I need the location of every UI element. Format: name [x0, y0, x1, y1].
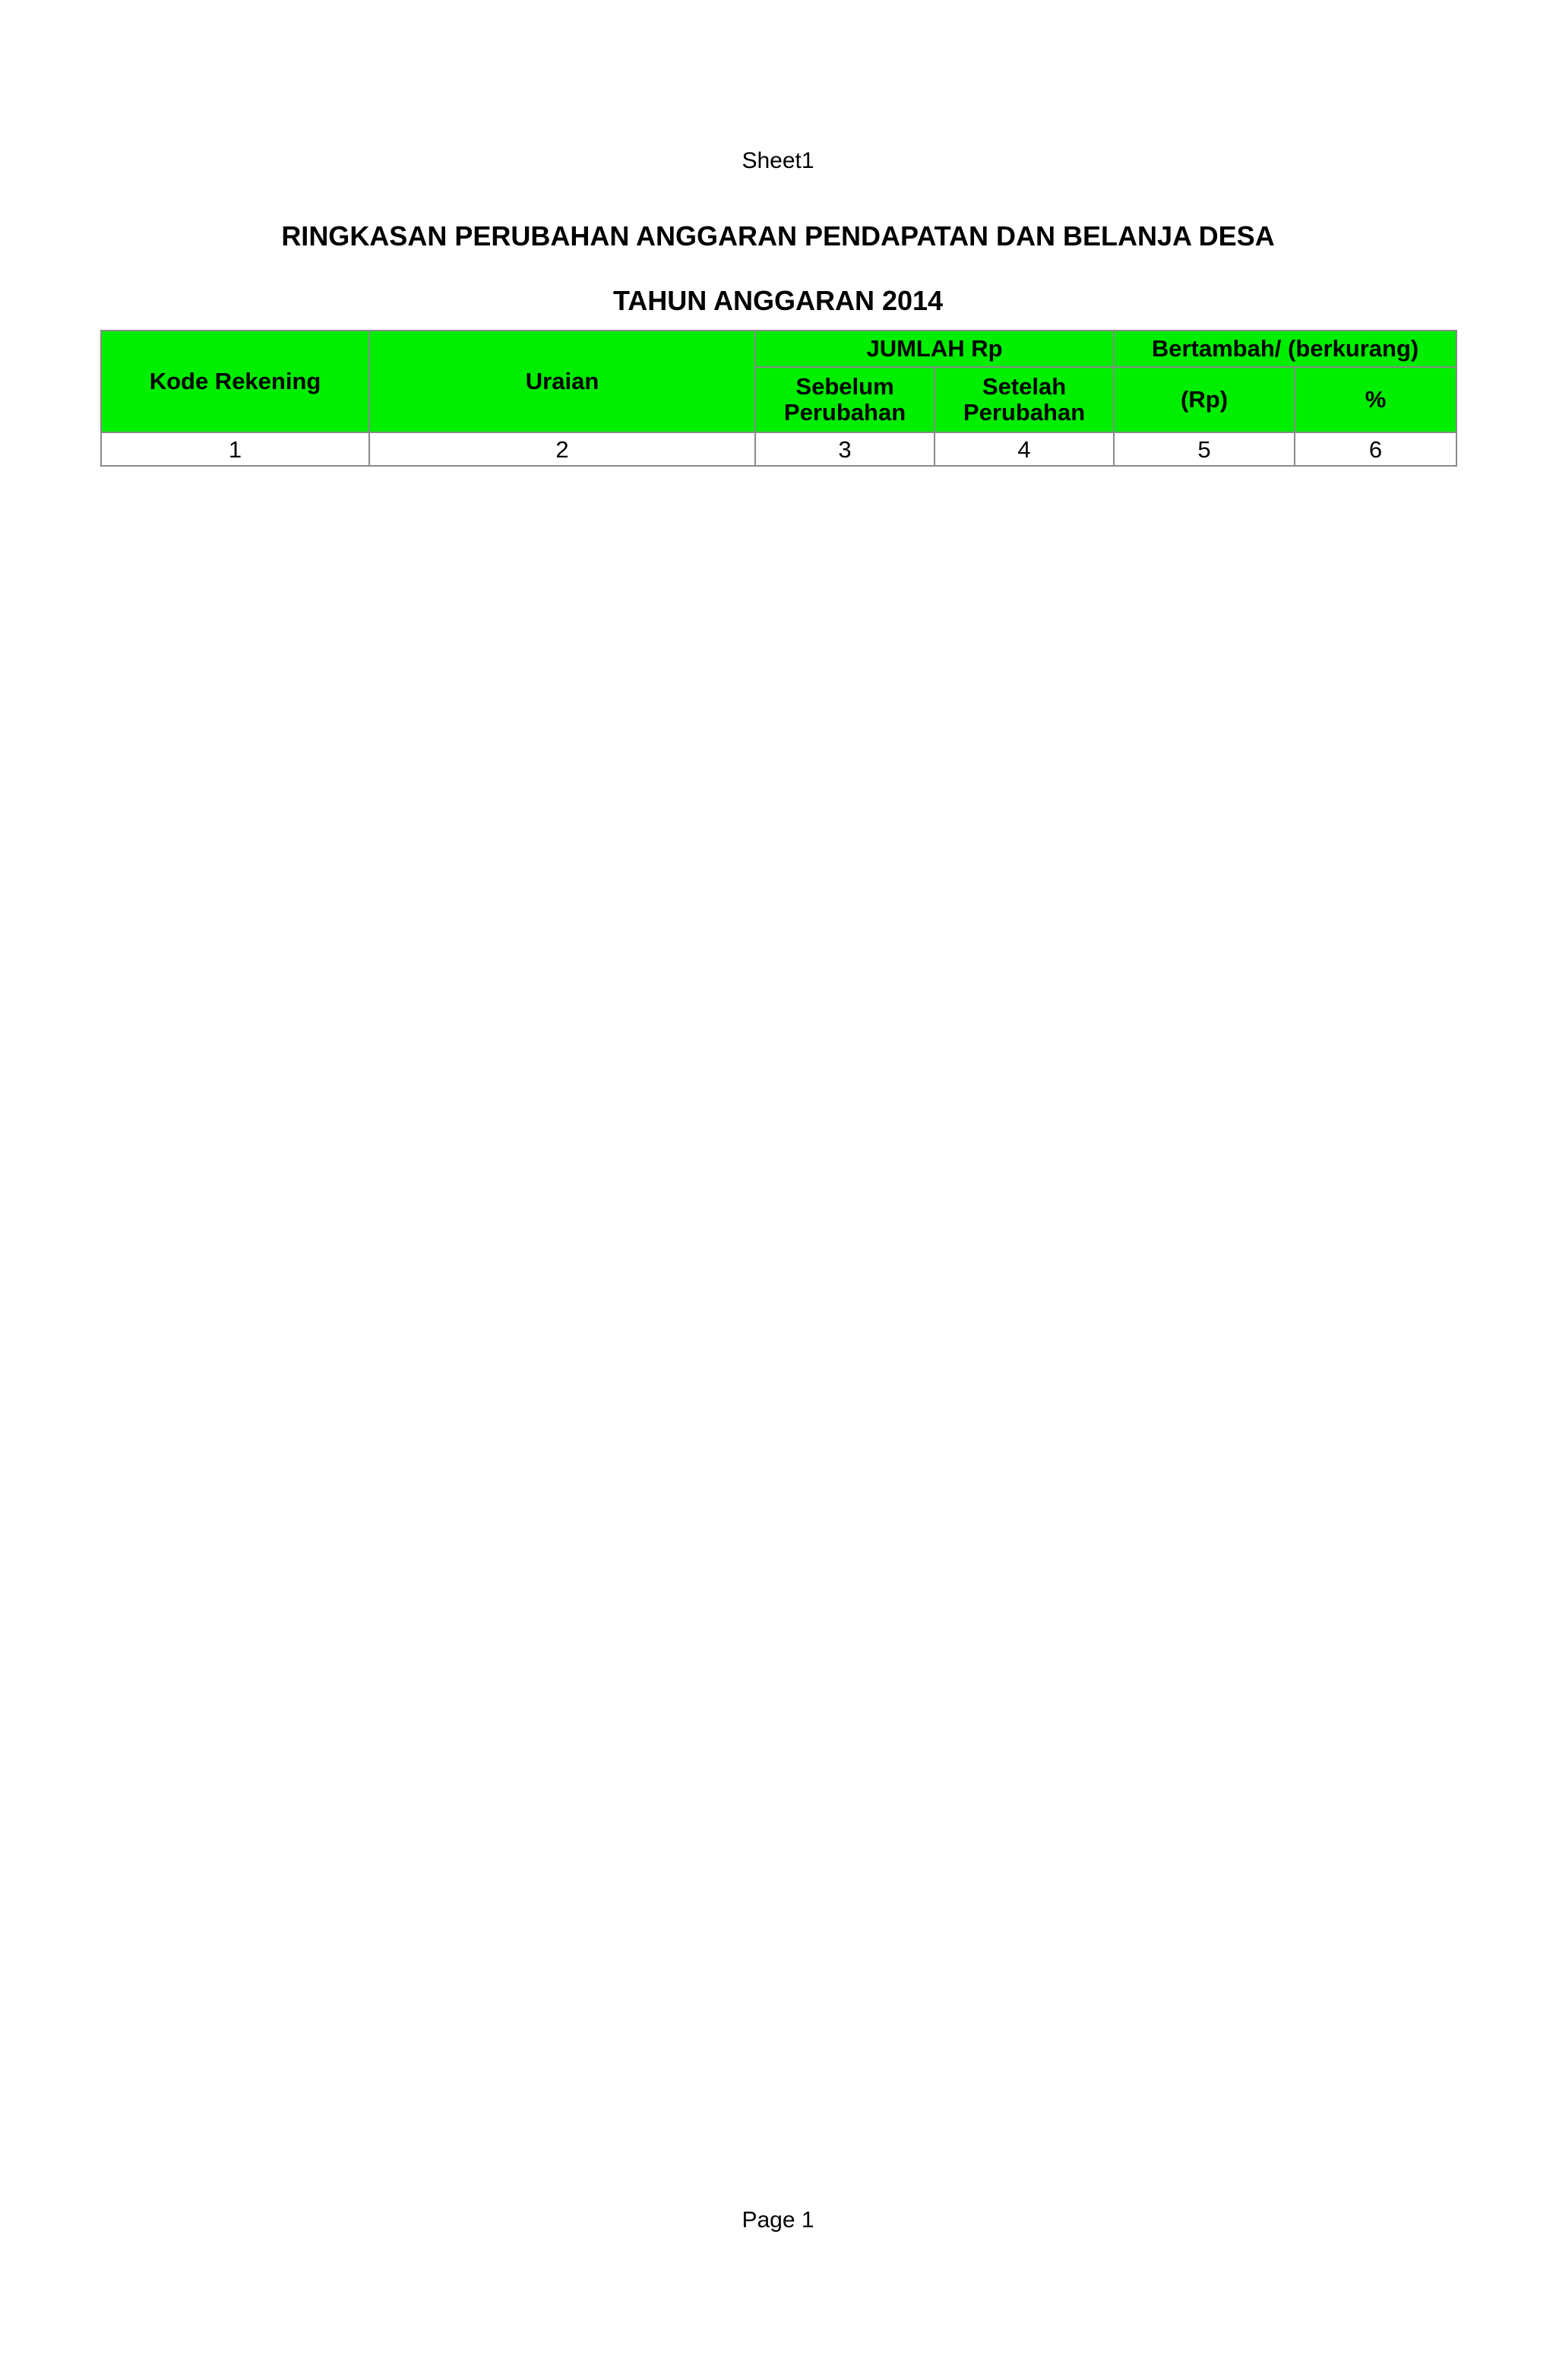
column-index-row [101, 432, 1456, 466]
page-number: Page 1 [742, 2208, 814, 2233]
header-jumlah: JUMLAH Rp [755, 331, 1114, 367]
column-index: 4 [935, 432, 1114, 466]
header-kode-rekening: Kode Rekening [101, 331, 369, 432]
sheet-name: Sheet1 [742, 148, 814, 173]
header-row-1 [101, 331, 1456, 367]
header-uraian: Uraian [369, 331, 755, 432]
report-title: RINGKASAN PERUBAHAN ANGGARAN PENDAPATAN DAN BELANJA DESA [281, 220, 1275, 252]
column-index: 3 [755, 432, 935, 466]
column-index: 5 [1114, 432, 1295, 466]
header-setelah: Setelah Perubahan [935, 367, 1114, 432]
column-index: 2 [369, 432, 755, 466]
report-subtitle: TAHUN ANGGARAN 2014 [612, 285, 944, 316]
header-pct: % [1295, 367, 1456, 432]
column-index: 6 [1295, 432, 1456, 466]
header-sebelum: Sebelum Perubahan [755, 367, 935, 432]
column-index: 1 [101, 432, 369, 466]
header-bertambah: Bertambah/ (berkurang) [1114, 331, 1456, 367]
header-rp: (Rp) [1114, 367, 1295, 432]
budget-table [100, 330, 1457, 467]
